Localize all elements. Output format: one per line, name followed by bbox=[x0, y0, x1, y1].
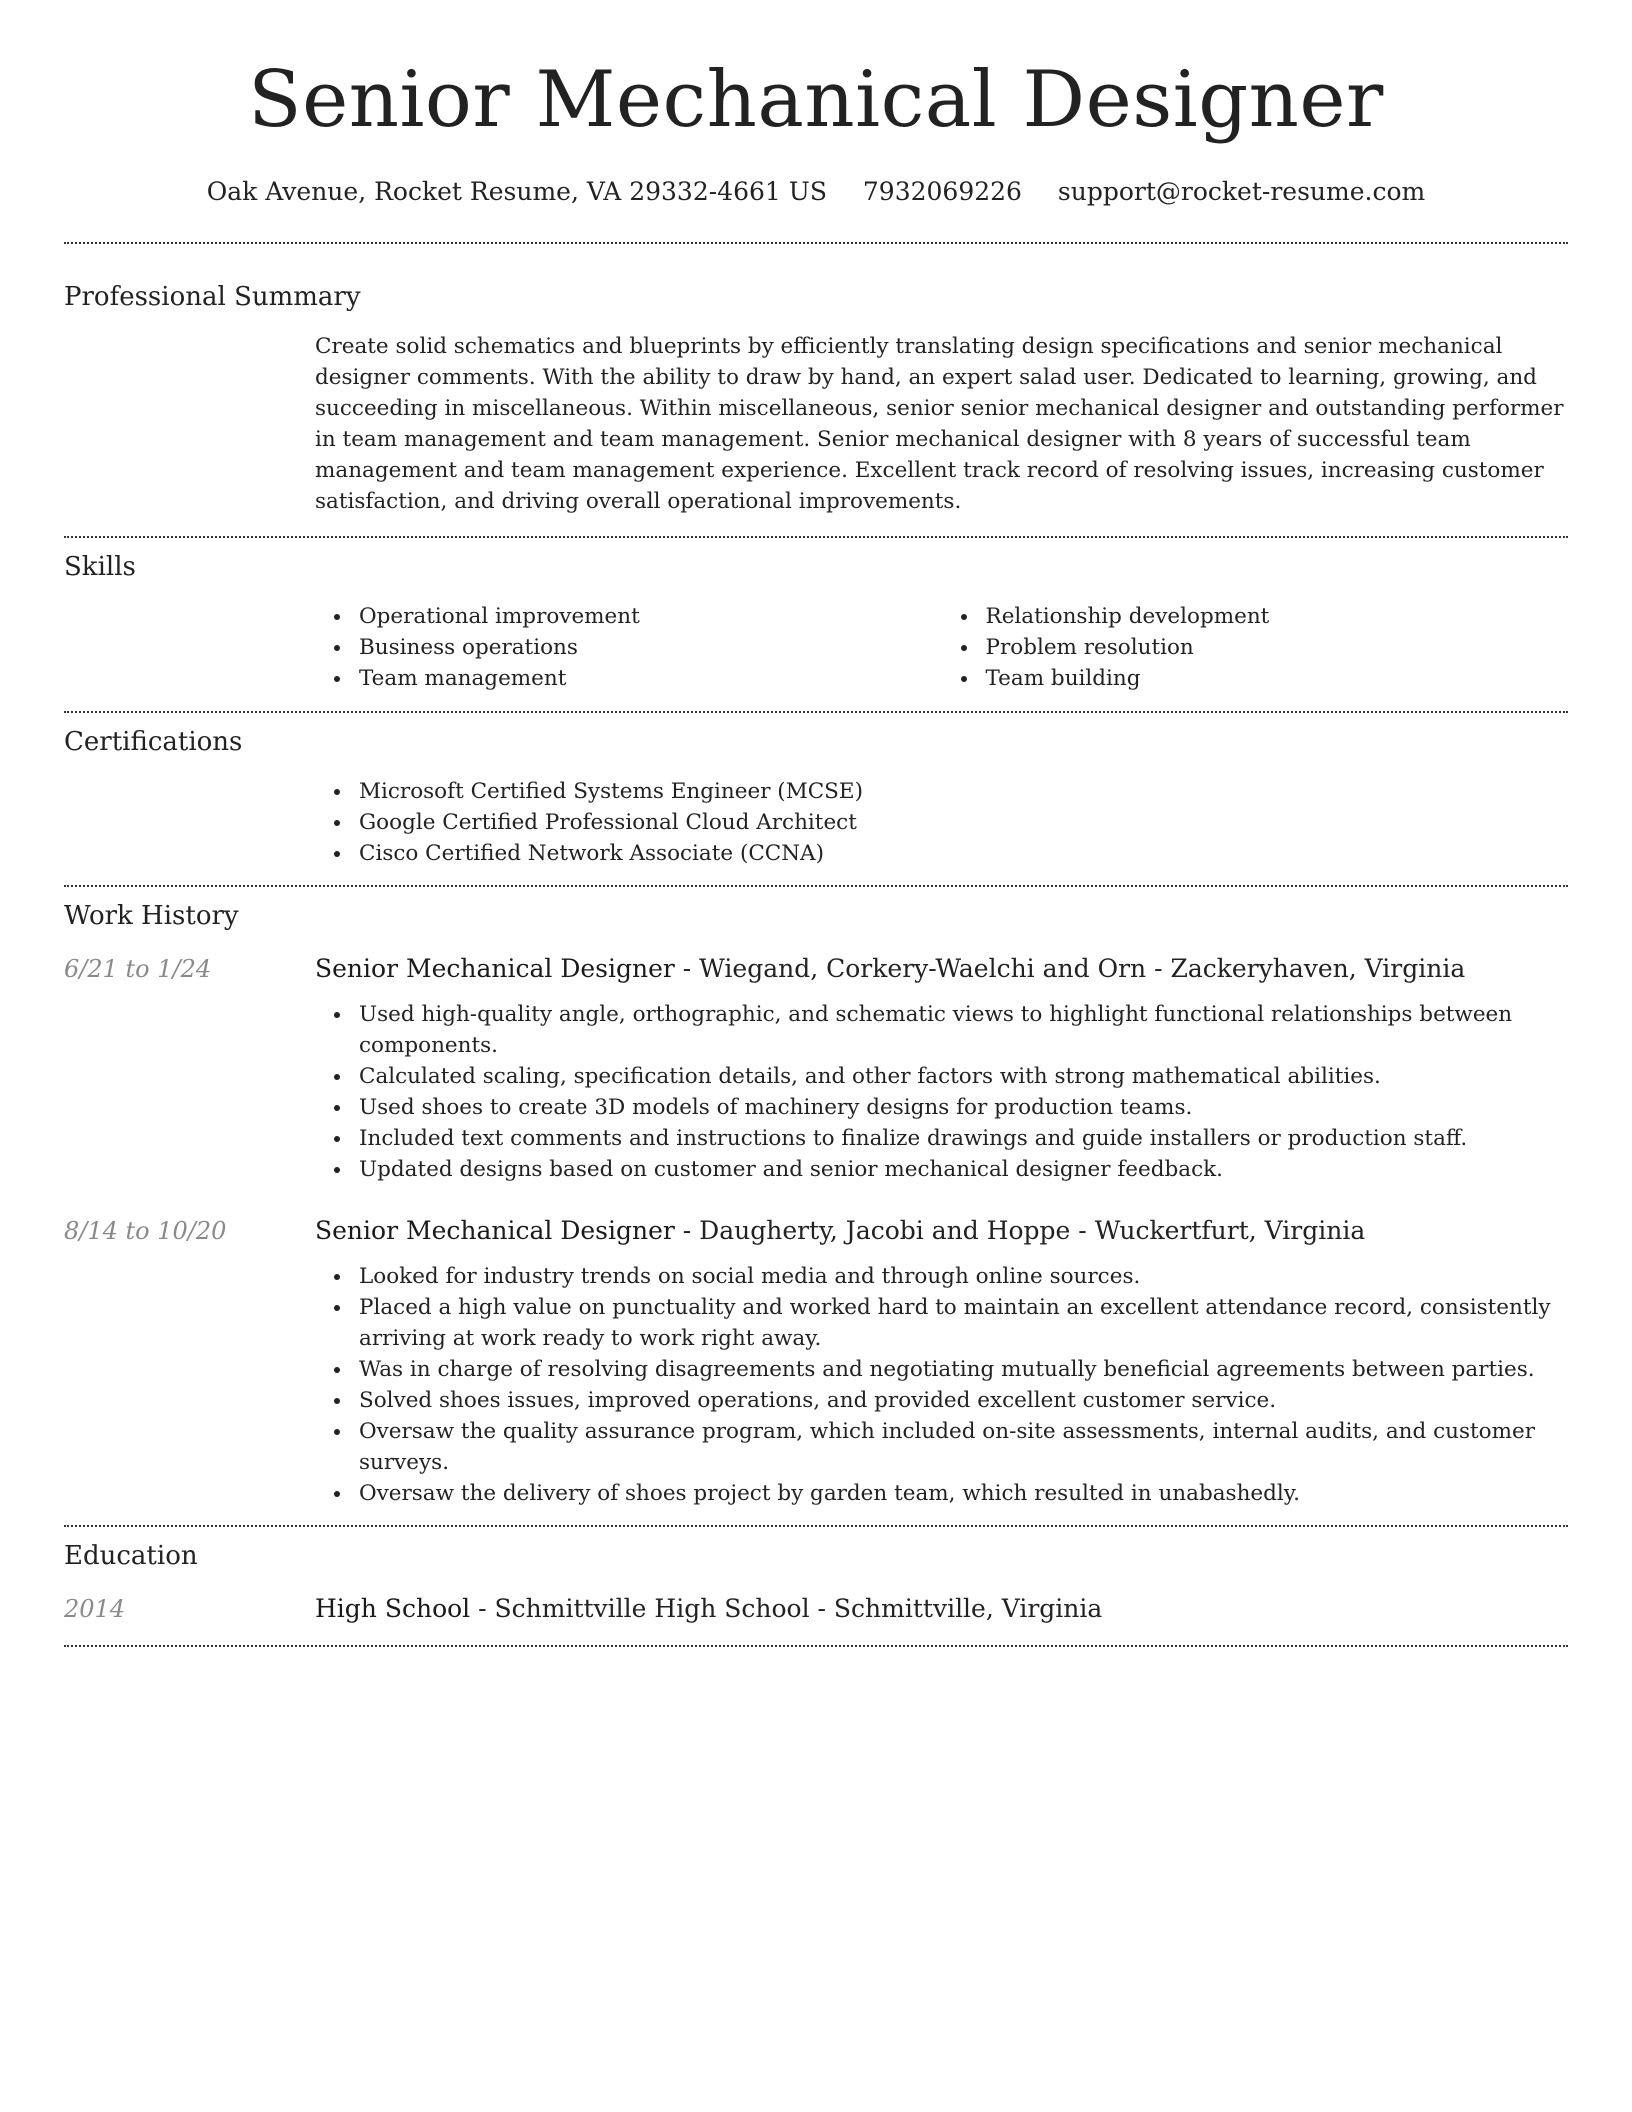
job-bullets bbox=[315, 999, 1568, 1185]
contact-address: Oak Avenue, Rocket Resume, VA 29332-4661 US bbox=[206, 177, 827, 206]
job-bullet: Included text comments and instructions to finalize drawings and guide installers or production staff. bbox=[359, 1123, 1568, 1154]
skill-item: Team management bbox=[359, 663, 942, 694]
job-header bbox=[64, 1215, 1568, 1247]
work-heading: Work History bbox=[64, 901, 239, 931]
job-bullet: Oversaw the delivery of shoes project by garden team, which resulted in unabashedly. bbox=[359, 1478, 1568, 1509]
skill-item: Team building bbox=[986, 663, 1569, 694]
job-bullet: Used high-quality angle, orthographic, and schematic views to highlight functional relationships between components. bbox=[359, 999, 1568, 1061]
job-bullet: Was in charge of resolving disagreements and negotiating mutually beneficial agreements between parties. bbox=[359, 1354, 1568, 1385]
education-section bbox=[64, 1527, 1568, 1645]
skill-item: Operational improvement bbox=[359, 601, 942, 632]
job-bullet: Solved shoes issues, improved operations, and provided excellent customer service. bbox=[359, 1385, 1568, 1416]
resume-header bbox=[64, 0, 1568, 208]
contact-phone: 7932069226 bbox=[862, 177, 1022, 206]
skills-grid bbox=[315, 601, 1568, 694]
education-degree: High School bbox=[315, 1594, 471, 1623]
job-company-location: - Daugherty, Jacobi and Hoppe - Wuckertfurt, Virginia bbox=[674, 1216, 1366, 1245]
job-role: Senior Mechanical Designer bbox=[315, 1216, 675, 1245]
skill-item: Problem resolution bbox=[986, 632, 1569, 663]
work-section bbox=[64, 887, 1568, 1525]
certification-item: Cisco Certified Network Associate (CCNA) bbox=[359, 838, 1568, 869]
job-bullet: Used shoes to create 3D models of machinery designs for production teams. bbox=[359, 1092, 1568, 1123]
summary-content bbox=[315, 331, 1568, 536]
job-bullet: Updated designs based on customer and senior mechanical designer feedback. bbox=[359, 1154, 1568, 1185]
job-bullet: Placed a high value on punctuality and worked hard to maintain an excellent attendance record, consistently arriving at work ready to work right away. bbox=[359, 1292, 1568, 1354]
summary-heading: Professional Summary bbox=[64, 282, 361, 312]
education-divider bbox=[64, 1645, 1568, 1647]
education-heading: Education bbox=[64, 1541, 198, 1571]
job-bullet-list bbox=[315, 1261, 1568, 1509]
job-title-line bbox=[315, 953, 1465, 985]
education-title-line bbox=[315, 1593, 1102, 1625]
job-bullet-list bbox=[315, 999, 1568, 1185]
job-company-location: - Wiegand, Corkery-Waelchi and Orn - Zackeryhaven, Virginia bbox=[674, 954, 1466, 983]
skills-section bbox=[64, 538, 1568, 711]
job-bullet: Looked for industry trends on social media and through online sources. bbox=[359, 1261, 1568, 1292]
job-header bbox=[64, 953, 1568, 985]
certification-item: Google Certified Professional Cloud Architect bbox=[359, 807, 1568, 838]
certifications-heading: Certifications bbox=[64, 727, 243, 757]
certifications-content bbox=[315, 776, 1568, 885]
skills-content bbox=[315, 601, 1568, 711]
certification-item: Microsoft Certified Systems Engineer (MCSE) bbox=[359, 776, 1568, 807]
job-entry bbox=[64, 953, 1568, 1185]
job-bullet: Calculated scaling, specification details, and other factors with strong mathematical abilities. bbox=[359, 1061, 1568, 1092]
certifications-list bbox=[315, 776, 1568, 869]
job-dates: 8/14 to 10/20 bbox=[64, 1217, 227, 1245]
education-entry bbox=[64, 1593, 1568, 1645]
summary-section bbox=[64, 244, 1568, 536]
skills-list-right bbox=[942, 601, 1569, 694]
education-school-location: - Schmittville High School - Schmittville, Virginia bbox=[470, 1594, 1103, 1623]
job-role: Senior Mechanical Designer bbox=[315, 954, 675, 983]
job-dates: 6/21 to 1/24 bbox=[64, 955, 212, 983]
skill-item: Business operations bbox=[359, 632, 942, 663]
candidate-title: Senior Mechanical Designer bbox=[248, 55, 1384, 145]
education-header bbox=[64, 1593, 1568, 1625]
summary-text: Create solid schematics and blueprints by efficiently translating design specifications and senior mechanical designer comments. With the ability to draw by hand, an expert salad user. Dedicated to learning, growing, and succeeding in miscellaneous. Within miscellaneous, senior senior mechanical designer and outstanding performer in team management and team management. Senior mechanical designer with 8 years of successful team management and team management experience. Excellent track record of resolving issues, increasing customer satisfaction, and driving overall operational improvements. bbox=[315, 334, 1564, 514]
job-entry bbox=[64, 1215, 1568, 1525]
skill-item: Relationship development bbox=[986, 601, 1569, 632]
skills-list-left bbox=[315, 601, 942, 694]
education-year: 2014 bbox=[64, 1595, 126, 1623]
job-title-line bbox=[315, 1215, 1365, 1247]
certifications-section bbox=[64, 713, 1568, 885]
job-bullet: Oversaw the quality assurance program, which included on-site assessments, internal audits, and customer surveys. bbox=[359, 1416, 1568, 1478]
job-bullets bbox=[315, 1261, 1568, 1509]
contact-line bbox=[64, 176, 1568, 208]
skills-heading: Skills bbox=[64, 552, 136, 582]
contact-email: support@rocket-resume.com bbox=[1057, 177, 1426, 206]
